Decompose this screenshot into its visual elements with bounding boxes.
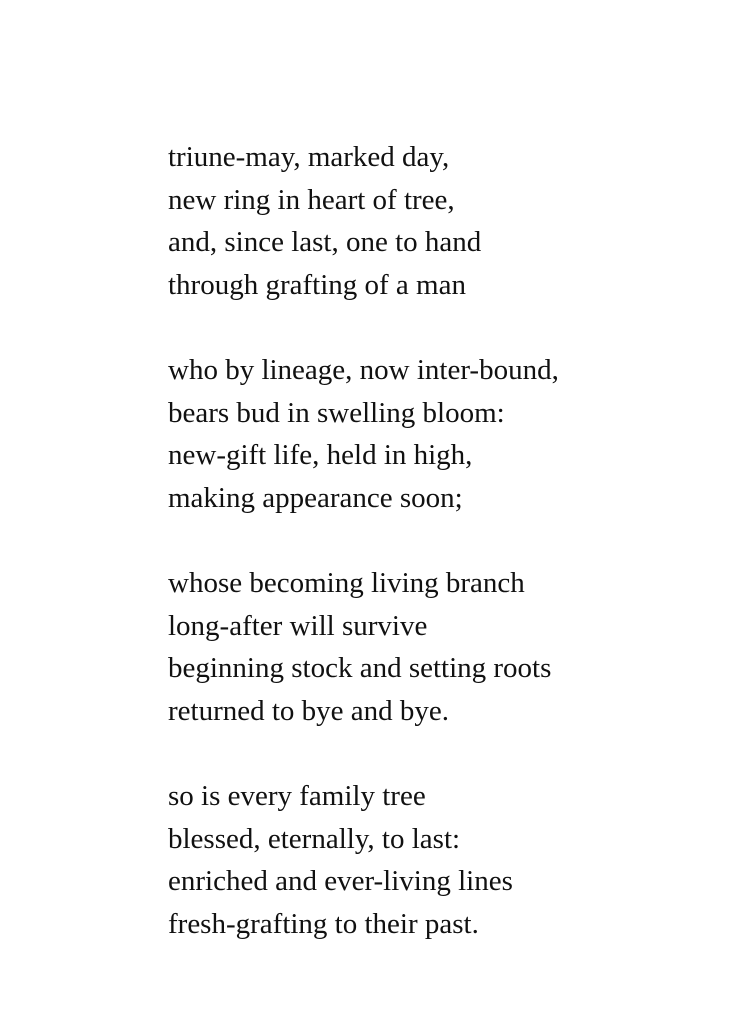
poem-line: blessed, eternally, to last: (168, 822, 461, 855)
poem-line: who by lineage, now inter-bound, (168, 354, 559, 386)
poem-line: beginning stock and setting roots (168, 652, 552, 684)
stanza-2 (168, 349, 708, 519)
poem-line: returned to bye and bye. (168, 694, 450, 727)
poem-line: through grafting of a man (168, 268, 466, 301)
poem-line: new ring in heart of tree, (168, 183, 455, 216)
poem-line: whose becoming living branch (168, 567, 525, 599)
stanza-1 (168, 136, 708, 306)
stanza-3 (168, 562, 708, 732)
poem (168, 136, 708, 988)
poem-line: bears bud in swelling bloom: (168, 396, 505, 429)
poem-line: making appearance soon; (168, 481, 463, 514)
poem-line: so is every family tree (168, 780, 426, 812)
poem-line: long-after will survive (168, 609, 428, 642)
poem-line: new-gift life, held in high, (168, 439, 473, 471)
poem-line: triune-may, marked day, (168, 141, 450, 173)
poem-line: and, since last, one to hand (168, 226, 482, 258)
poem-line: fresh-grafting to their past. (168, 907, 479, 940)
stanza-4 (168, 775, 708, 945)
poem-line: enriched and ever-living lines (168, 865, 513, 897)
